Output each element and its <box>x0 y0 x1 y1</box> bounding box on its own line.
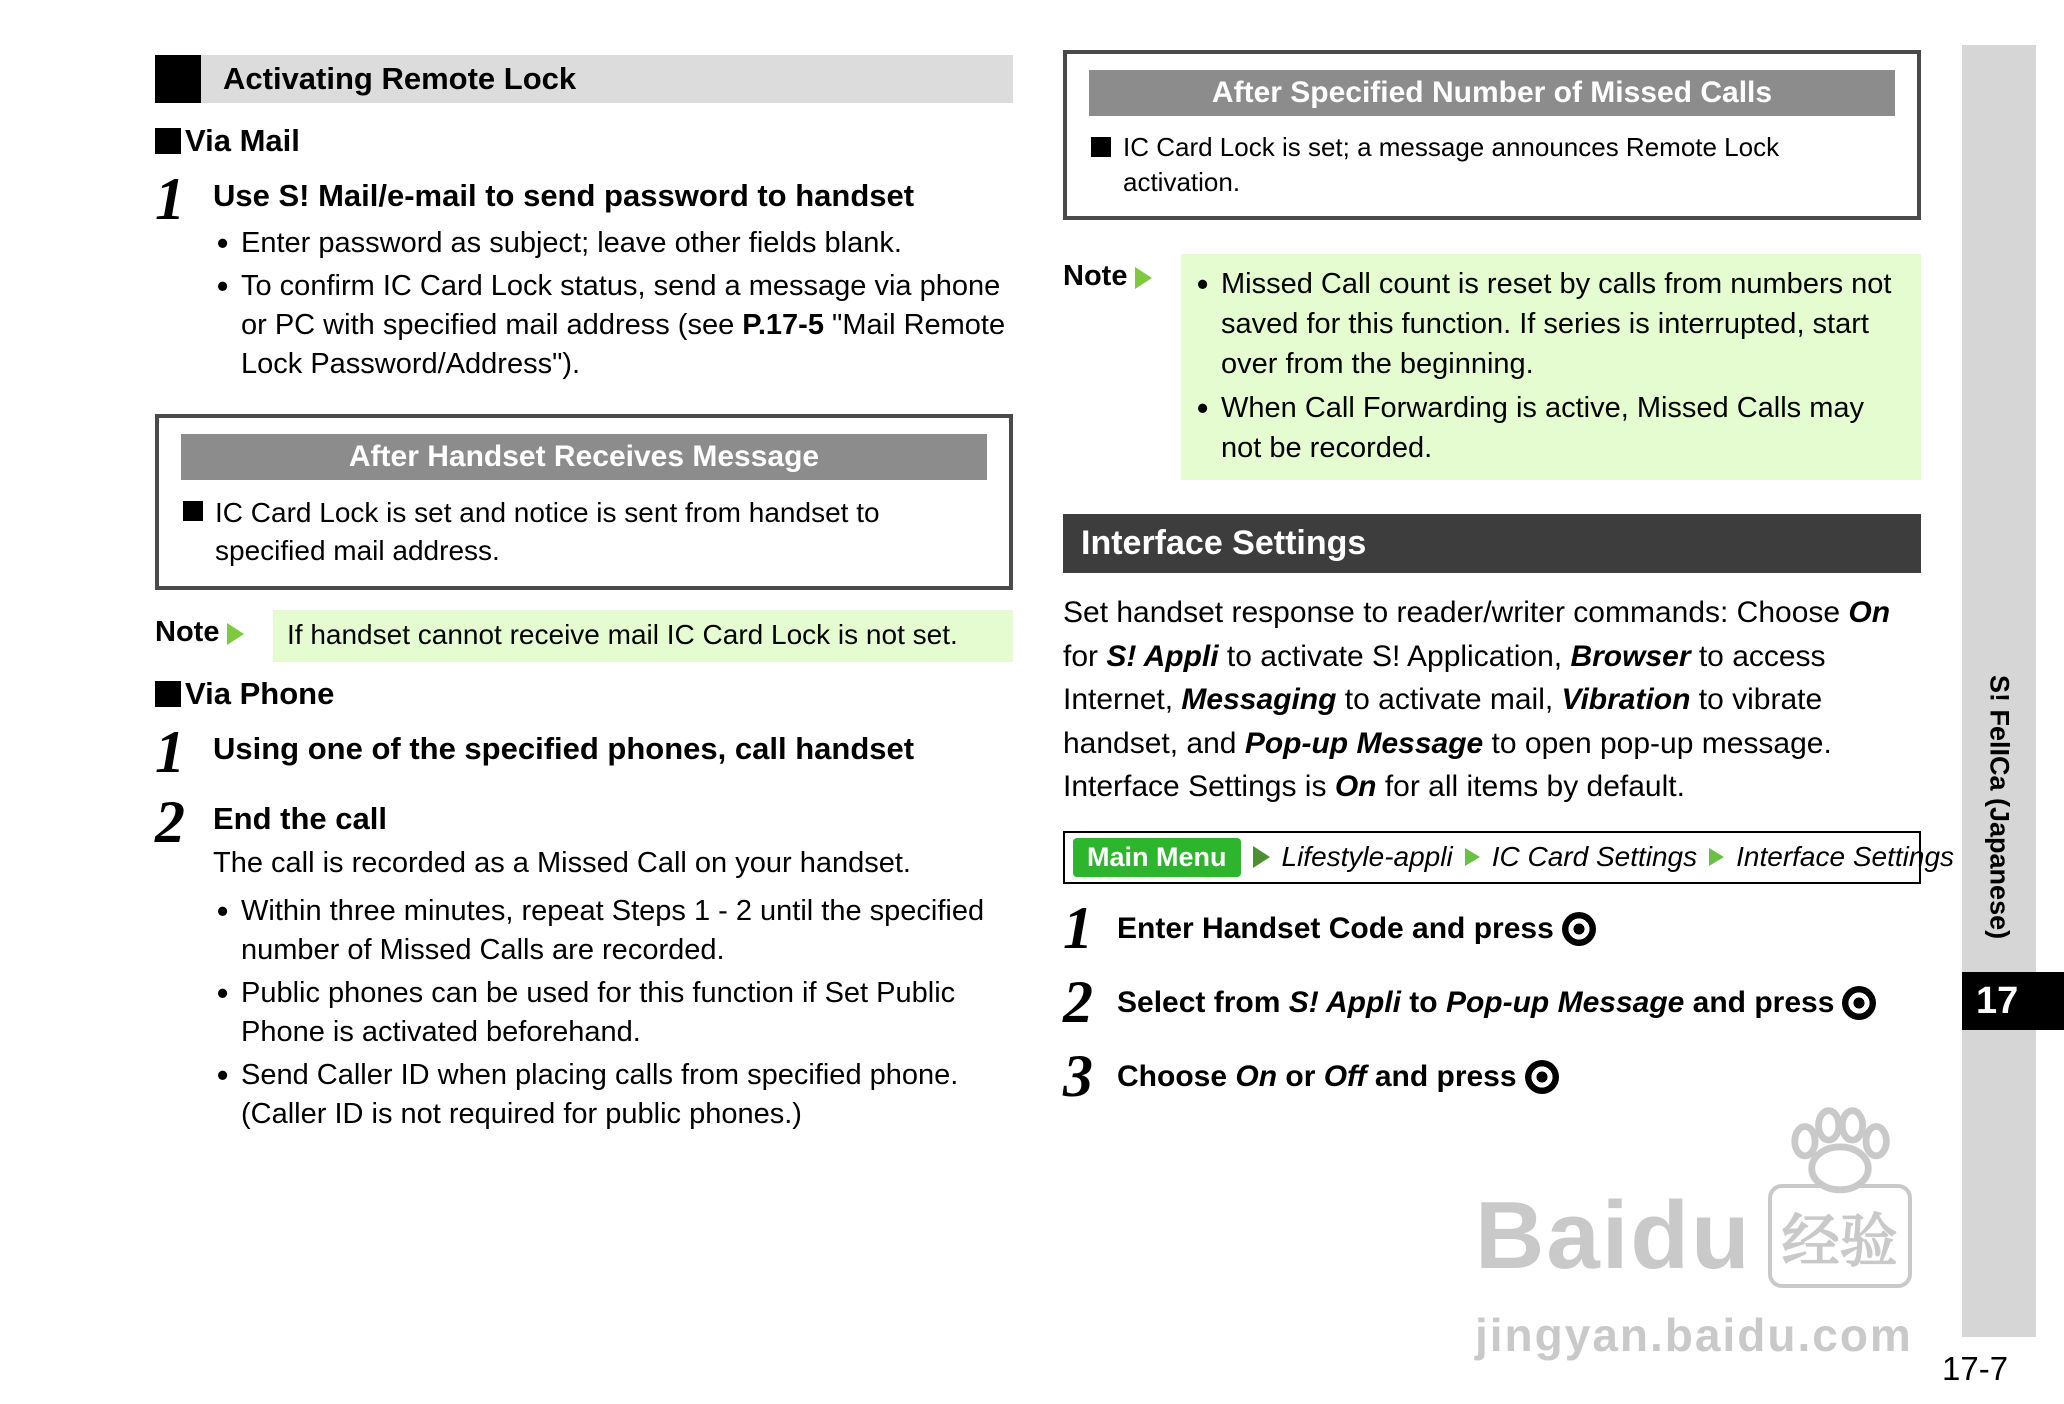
step-phone-1 <box>155 718 1013 785</box>
step-text: Enter Handset Code and press <box>1117 911 1554 945</box>
paw-icon <box>1777 1096 1903 1200</box>
box-body-text: IC Card Lock is set and notice is sent from handset to specified mail address. <box>215 497 880 567</box>
center-key-icon <box>1525 1060 1559 1094</box>
arrow-icon <box>1709 848 1724 866</box>
para-emphasis: On <box>1848 596 1891 630</box>
step-text: to <box>1400 985 1446 1019</box>
note-block <box>155 610 1013 662</box>
section-header-interface-settings: Interface Settings <box>1063 514 1921 573</box>
step-title: End the call <box>213 800 387 836</box>
step-title <box>1117 1046 1559 1096</box>
step-interface-1 <box>1063 894 1921 961</box>
step-emphasis: Off <box>1323 1059 1367 1093</box>
section-title: Activating Remote Lock <box>223 61 577 96</box>
step-title <box>1117 972 1876 1022</box>
para-text: to activate mail, <box>1336 683 1562 717</box>
note-text-area <box>1181 254 1921 480</box>
watermark-cn-badge: 经验 <box>1768 1184 1912 1288</box>
step-emphasis: Pop-up Message <box>1445 985 1685 1019</box>
menu-path-item: Lifestyle-appli <box>1281 841 1453 873</box>
step-number: 3 <box>1063 1042 1093 1109</box>
para-emphasis: Vibration <box>1561 683 1691 717</box>
step-number: 2 <box>1063 968 1093 1035</box>
step-title: Use S! Mail/e-mail to send password to handset <box>213 178 915 213</box>
page-reference: P.17-5 <box>742 309 824 342</box>
step-interface-2 <box>1063 968 1921 1035</box>
menu-path-bar <box>1063 831 1955 884</box>
step-text: or <box>1277 1059 1324 1093</box>
step-text: Select from <box>1117 985 1289 1019</box>
box-body <box>159 494 1009 570</box>
step-text: and press <box>1684 985 1835 1019</box>
note-bullet-list <box>1195 264 1907 468</box>
note-label-wrap <box>155 610 273 662</box>
para-text: to activate S! Application, <box>1218 639 1571 673</box>
right-column <box>1063 50 1955 1120</box>
note-block <box>1063 254 1921 480</box>
chapter-tab: 17 <box>1962 972 2064 1030</box>
box-body-text: IC Card Lock is set; a message announces Remote Lock activation. <box>1123 132 1780 198</box>
list-item <box>213 267 1013 384</box>
baidu-watermark <box>1475 1118 1955 1362</box>
watermark-brand: Baidu <box>1475 1182 1752 1289</box>
left-column <box>155 55 1013 1146</box>
center-key-icon <box>1842 986 1876 1020</box>
step-number: 1 <box>1063 894 1093 961</box>
step-number: 1 <box>155 718 185 785</box>
via-mail-heading <box>155 123 1013 159</box>
note-arrow-icon <box>1135 267 1152 289</box>
note-arrow-icon <box>227 623 244 645</box>
list-item: • Public phones can be used for this function if Set Public Phone is activated beforehand. <box>213 974 1013 1052</box>
step-content <box>213 722 1013 782</box>
step-content <box>213 169 1013 388</box>
step-description: The call is recorded as a Missed Call on your handset. <box>213 847 911 880</box>
para-text: to access Internet, <box>1063 639 1826 717</box>
list-item: • Missed Call count is reset by calls from numbers not saved for this function. If series is interrupted, start over from the beginning. <box>1195 264 1907 384</box>
box-title: After Specified Number of Missed Calls <box>1089 70 1895 116</box>
step-phone-2 <box>155 788 1013 1139</box>
step-number: 1 <box>155 166 185 232</box>
bullet-text: To confirm IC Card Lock status, send a message via phone or PC with specified mail address (see <box>241 269 1001 342</box>
step-title: Using one of the specified phones, call handset <box>213 730 915 766</box>
after-missed-calls-box <box>1063 50 1921 220</box>
subhead-label: Via Mail <box>185 123 300 158</box>
interface-settings-paragraph <box>1063 591 1921 809</box>
black-square-icon <box>155 55 201 103</box>
list-item: • Enter password as subject; leave other fields blank. <box>213 224 1013 263</box>
step-title <box>1117 898 1596 948</box>
arrow-icon <box>1465 848 1480 866</box>
para-emphasis: Pop-up Message <box>1244 726 1484 760</box>
watermark-url: jingyan.baidu.com <box>1475 1309 1913 1361</box>
bullet-list <box>213 892 1013 1135</box>
page-number: 17-7 <box>1942 1350 2009 1387</box>
chapter-side-rail <box>1962 45 2036 1337</box>
black-square-icon <box>155 681 181 707</box>
step-mail-1 <box>155 166 1013 388</box>
after-handset-receives-message-box <box>155 414 1013 590</box>
main-menu-badge: Main Menu <box>1073 838 1241 877</box>
menu-path-item: Interface Settings <box>1736 841 1955 873</box>
bullet-list <box>213 224 1013 385</box>
list-item: • When Call Forwarding is active, Missed Calls may not be recorded. <box>1195 388 1907 468</box>
subhead-label: Via Phone <box>185 675 335 711</box>
section-header-activating-remote-lock <box>155 55 1013 103</box>
step-number: 2 <box>155 788 185 855</box>
note-text: If handset cannot receive mail IC Card Lock is not set. <box>287 618 958 650</box>
box-title: After Handset Receives Message <box>181 434 987 480</box>
para-emphasis: Messaging <box>1181 683 1337 717</box>
note-label-wrap <box>1063 254 1181 480</box>
step-emphasis: S! Appli <box>1288 985 1401 1019</box>
chapter-side-label: S! FelICa (Japanese) <box>1984 675 2015 940</box>
note-label: Note <box>1063 260 1128 293</box>
via-phone-heading <box>155 676 1013 712</box>
step-emphasis: On <box>1235 1059 1278 1093</box>
box-body <box>1067 130 1917 200</box>
step-text: and press <box>1366 1059 1517 1093</box>
center-key-icon <box>1562 912 1596 946</box>
para-text: for <box>1063 639 1107 673</box>
note-text-area <box>273 610 1013 662</box>
list-item: • Send Caller ID when placing calls from specified phone. (Caller ID is not required for public phones.) <box>213 1056 1013 1134</box>
menu-path-item: IC Card Settings <box>1491 841 1698 873</box>
bullet-text: "Mail Remote Lock Password/Address"). <box>241 309 1006 381</box>
para-text: to vibrate handset, and <box>1063 683 1823 760</box>
note-label: Note <box>155 615 220 648</box>
step-content <box>213 792 1013 1139</box>
para-text: to open pop-up message. Interface Settings is <box>1063 726 1832 804</box>
arrow-icon <box>1253 846 1270 868</box>
step-text: Choose <box>1117 1059 1236 1093</box>
para-text: for all items by default. <box>1376 770 1685 804</box>
para-emphasis: S! Appli <box>1106 639 1219 673</box>
para-text: Set handset response to reader/writer commands: Choose <box>1063 596 1849 630</box>
para-emphasis: Browser <box>1570 639 1691 673</box>
black-square-icon <box>155 128 181 154</box>
list-item: • Within three minutes, repeat Steps 1 - 2 until the specified number of Missed Calls are recorded. <box>213 892 1013 970</box>
para-emphasis: On <box>1334 770 1377 804</box>
